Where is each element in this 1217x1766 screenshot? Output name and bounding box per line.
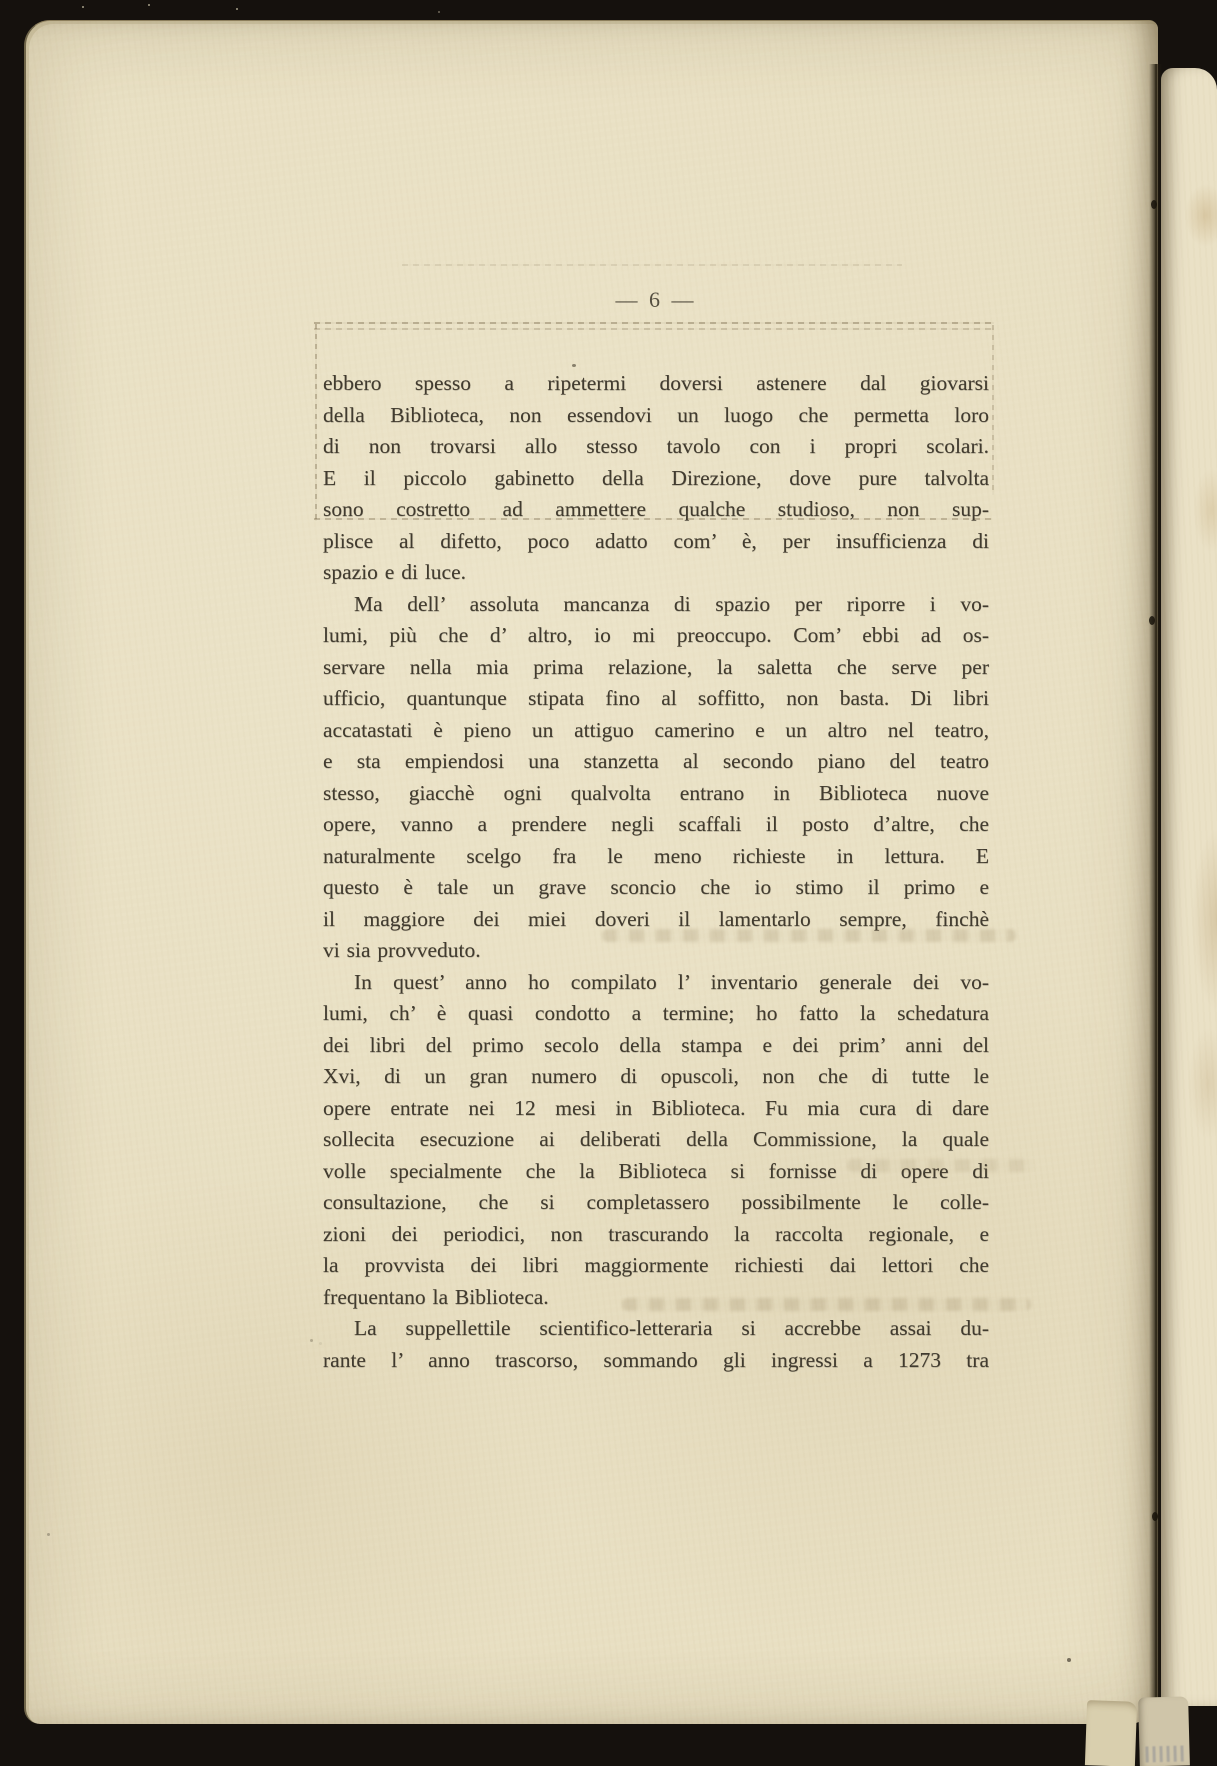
ink-speck xyxy=(310,1339,313,1342)
ink-speck xyxy=(572,364,576,367)
show-through-frame-line xyxy=(402,264,902,266)
text-line: il maggiore dei miei doveri il lamentarlo sempre, finchè xyxy=(323,906,989,931)
text-line: lumi, più che d’ altro, io mi preoccupo. Com’ ebbi ad os- xyxy=(323,623,989,647)
text-line: ebbero spesso a ripetermi doversi astenere dal giovarsi xyxy=(323,371,989,395)
text-line: lumi, ch’ è quasi condotto a termine; ho fatto la schedatura xyxy=(323,1001,989,1025)
text-line: e sta empiendosi una stanzetta al secondo piano del teatro xyxy=(323,749,989,773)
text-line: dei libri del primo secolo della stampa e dei prim’ anni del xyxy=(323,1032,989,1057)
text-line: opere entrate nei 12 mesi in Biblioteca. Fu mia cura di dare xyxy=(323,1095,989,1120)
text-line: La suppellettile scientifico-letteraria si accrebbe assai du- xyxy=(354,1316,989,1340)
crease-mark xyxy=(1152,1512,1158,1521)
crease-mark xyxy=(1151,200,1157,209)
text-line: della Biblioteca, non essendovi un luogo che permetta loro xyxy=(323,402,989,427)
next-page-edge xyxy=(1161,68,1217,1706)
text-line: spazio e di luce. xyxy=(323,560,467,584)
ink-speck xyxy=(47,1533,50,1536)
text-line: ufficio, quantunque stipata fino al soffitto, non basta. Di libri xyxy=(323,686,989,710)
text-line: E il piccolo gabinetto della Direzione, dove pure talvolta xyxy=(323,465,989,490)
text-line: servare nella mia prima relazione, la saletta che serve per xyxy=(323,654,989,679)
text-line: rante l’ anno trascorso, sommando gli ingressi a 1273 tra xyxy=(323,1347,989,1372)
text-line: Ma dell’ assoluta mancanza di spazio per riporre i vo- xyxy=(354,591,989,616)
text-line: stesso, giacchè ogni qualvolta entrano in Biblioteca nuove xyxy=(323,780,989,805)
text-line: In quest’ anno ho compilato l’ inventario generale dei vo- xyxy=(354,969,989,994)
book-page xyxy=(24,20,1158,1724)
scan-dust xyxy=(82,6,84,8)
text-line: vi sia provveduto. xyxy=(323,938,481,962)
scan-dust xyxy=(236,8,238,10)
page-edge-print-marks xyxy=(1145,1745,1183,1762)
scan-dust xyxy=(148,4,150,6)
page-number: — 6 — xyxy=(615,287,697,312)
text-line: plisce al difetto, poco adatto com’ è, per insufficienza di xyxy=(323,528,989,553)
crease-mark xyxy=(1149,616,1155,625)
text-line: consultazione, che si completassero possibilmente le colle- xyxy=(323,1190,989,1214)
show-through-frame-line xyxy=(315,324,317,521)
show-through-frame-line xyxy=(314,322,994,324)
paragraph xyxy=(323,1313,989,1376)
paragraph xyxy=(323,967,989,1314)
text-line: frequentano la Biblioteca. xyxy=(323,1284,549,1309)
text-line: di non trovarsi allo stesso tavolo con i propri scolari. xyxy=(323,434,989,458)
show-through-text-artifact xyxy=(602,929,1016,942)
text-line: sono costretto ad ammettere qualche studioso, non sup- xyxy=(323,497,989,521)
text-block xyxy=(323,368,989,1376)
scan-dust xyxy=(438,11,440,13)
text-line: opere, vanno a prendere negli scaffali il posto d’altre, che xyxy=(323,812,989,836)
ink-speck xyxy=(1067,1658,1071,1662)
show-through-frame-line xyxy=(992,325,994,495)
text-line: Xvi, di un gran numero di opuscoli, non che di tutte le xyxy=(323,1064,989,1088)
show-through-text-artifact xyxy=(622,1298,1031,1311)
show-through-text-artifact xyxy=(847,1159,1036,1172)
paragraph xyxy=(323,368,989,589)
text-line: naturalmente scelgo fra le meno richieste in lettura. E xyxy=(323,843,989,868)
text-line: accatastati è pieno un attiguo camerino e un altro nel teatro, xyxy=(323,717,989,742)
page-stack-edge xyxy=(1085,1700,1137,1766)
text-line: volle specialmente che la Biblioteca si fornisse di opere di xyxy=(323,1158,989,1183)
page-stack-edge xyxy=(1138,1696,1190,1766)
show-through-frame-line xyxy=(314,328,994,330)
paragraph xyxy=(323,589,989,967)
text-line: la provvista dei libri maggiormente richiesti dai lettori che xyxy=(323,1253,989,1277)
text-line: questo è tale un grave sconcio che io stimo il primo e xyxy=(323,875,989,899)
text-line: sollecita esecuzione ai deliberati della Commissione, la quale xyxy=(323,1127,989,1151)
text-line: zioni dei periodici, non trascurando la raccolta regionale, e xyxy=(323,1221,989,1246)
